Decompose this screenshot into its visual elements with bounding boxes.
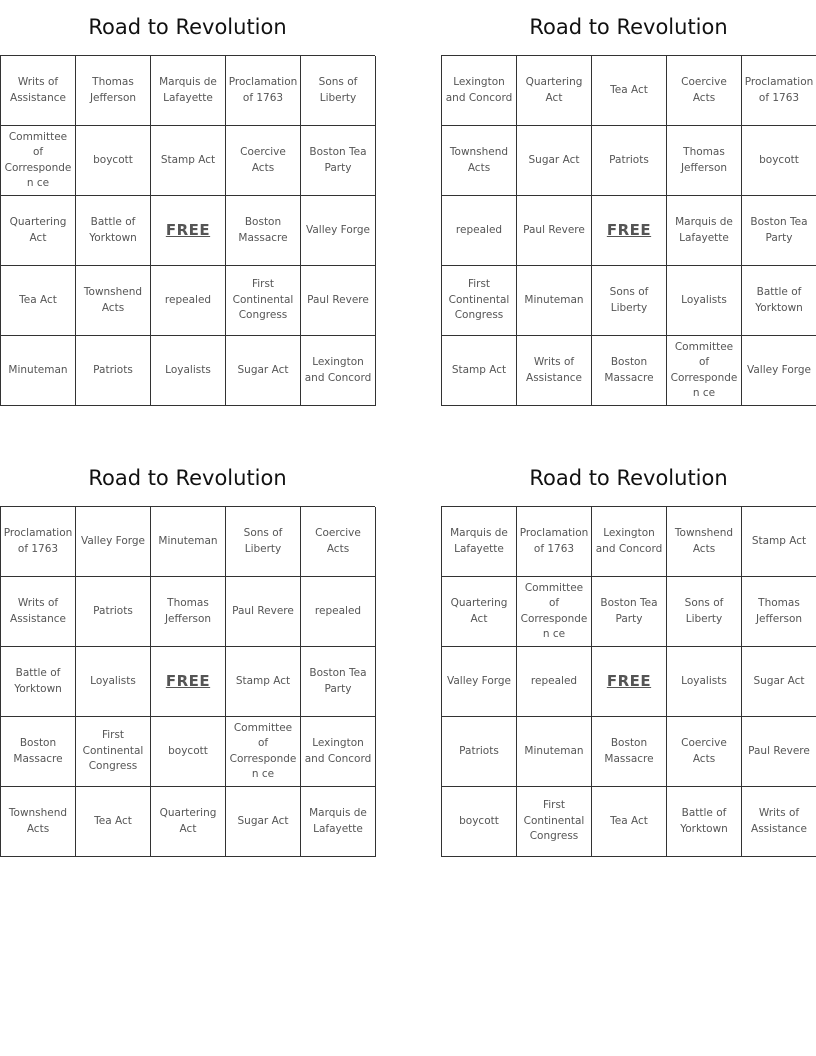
bingo-cell: Coercive Acts <box>301 507 376 577</box>
bingo-cell: Loyalists <box>667 266 742 336</box>
bingo-cell: Quartering Act <box>442 577 517 647</box>
free-space-cell: FREE <box>592 647 667 717</box>
bingo-cell: Battle of Yorktown <box>667 787 742 857</box>
bingo-cell: Boston Massacre <box>592 717 667 787</box>
bingo-cell: Committee of Corresponden ce <box>1 126 76 196</box>
bingo-cell: Townshend Acts <box>76 266 151 336</box>
bingo-cell: Boston Tea Party <box>301 647 376 717</box>
bingo-cell: Marquis de Lafayette <box>667 196 742 266</box>
bingo-cell: Paul Revere <box>517 196 592 266</box>
bingo-cell: Coercive Acts <box>226 126 301 196</box>
bingo-cell: Marquis de Lafayette <box>301 787 376 857</box>
bingo-cell: Thomas Jefferson <box>667 126 742 196</box>
bingo-cell: Minuteman <box>517 717 592 787</box>
bingo-cell: Townshend Acts <box>667 507 742 577</box>
bingo-cell: Stamp Act <box>151 126 226 196</box>
bingo-cell: Marquis de Lafayette <box>442 507 517 577</box>
bingo-cell: Boston Massacre <box>226 196 301 266</box>
bingo-cell: Proclamation of 1763 <box>742 56 816 126</box>
bingo-cell: Quartering Act <box>151 787 226 857</box>
bingo-cell: Battle of Yorktown <box>76 196 151 266</box>
bingo-card-3 <box>0 451 375 857</box>
bingo-cell: Lexington and Concord <box>301 717 376 787</box>
bingo-cell: boycott <box>442 787 517 857</box>
bingo-cell: Quartering Act <box>1 196 76 266</box>
bingo-cell: First Continental Congress <box>442 266 517 336</box>
bingo-cell: Committee of Corresponden ce <box>667 336 742 406</box>
bingo-cell: Patriots <box>76 577 151 647</box>
bingo-cell: Stamp Act <box>442 336 517 406</box>
bingo-cell: Thomas Jefferson <box>151 577 226 647</box>
free-space-cell: FREE <box>151 647 226 717</box>
bingo-cell: Sugar Act <box>226 787 301 857</box>
bingo-cell: Writs of Assistance <box>1 56 76 126</box>
card-title: Road to Revolution <box>529 466 728 490</box>
bingo-cell: Boston Massacre <box>592 336 667 406</box>
bingo-cell: repealed <box>301 577 376 647</box>
bingo-cell: Valley Forge <box>301 196 376 266</box>
bingo-cell: Sons of Liberty <box>301 56 376 126</box>
bingo-cell: Patriots <box>442 717 517 787</box>
bingo-grid <box>0 55 375 406</box>
bingo-cell: Stamp Act <box>226 647 301 717</box>
bingo-cell: Patriots <box>76 336 151 406</box>
bingo-cell: Committee of Corresponden ce <box>517 577 592 647</box>
bingo-grid <box>0 506 375 857</box>
bingo-cell: Sons of Liberty <box>667 577 742 647</box>
bingo-cell: Sons of Liberty <box>226 507 301 577</box>
bingo-cell: Patriots <box>592 126 667 196</box>
bingo-cell: Stamp Act <box>742 507 816 577</box>
bingo-cell: Tea Act <box>1 266 76 336</box>
bingo-cell: Paul Revere <box>226 577 301 647</box>
bingo-cell: Lexington and Concord <box>592 507 667 577</box>
bingo-cell: Tea Act <box>592 56 667 126</box>
bingo-cell: Battle of Yorktown <box>742 266 816 336</box>
bingo-cell: Tea Act <box>592 787 667 857</box>
bingo-cell: repealed <box>517 647 592 717</box>
bingo-cell: Minuteman <box>151 507 226 577</box>
bingo-cell: Thomas Jefferson <box>76 56 151 126</box>
bingo-cell: Quartering Act <box>517 56 592 126</box>
bingo-cell: repealed <box>151 266 226 336</box>
bingo-cell: Writs of Assistance <box>742 787 816 857</box>
bingo-cell: Lexington and Concord <box>301 336 376 406</box>
bingo-cell: repealed <box>442 196 517 266</box>
bingo-cell: Tea Act <box>76 787 151 857</box>
bingo-cell: Writs of Assistance <box>517 336 592 406</box>
bingo-cell: First Continental Congress <box>226 266 301 336</box>
bingo-cell: Lexington and Concord <box>442 56 517 126</box>
bingo-cell: Sugar Act <box>742 647 816 717</box>
bingo-cell: Loyalists <box>667 647 742 717</box>
bingo-cell: Paul Revere <box>301 266 376 336</box>
bingo-cell: boycott <box>151 717 226 787</box>
bingo-card-2 <box>441 0 816 406</box>
bingo-cell: Boston Tea Party <box>301 126 376 196</box>
card-title: Road to Revolution <box>529 15 728 39</box>
bingo-cell: Proclamation of 1763 <box>517 507 592 577</box>
bingo-cell: Proclamation of 1763 <box>1 507 76 577</box>
bingo-cell: Battle of Yorktown <box>1 647 76 717</box>
bingo-card-4 <box>441 451 816 857</box>
bingo-cell: Minuteman <box>517 266 592 336</box>
bingo-cell: Coercive Acts <box>667 56 742 126</box>
bingo-grid <box>441 55 816 406</box>
bingo-card-1 <box>0 0 375 406</box>
bingo-grid <box>441 506 816 857</box>
bingo-cell: Minuteman <box>1 336 76 406</box>
bingo-cell: boycott <box>742 126 816 196</box>
bingo-cell: Proclamation of 1763 <box>226 56 301 126</box>
free-space-cell: FREE <box>592 196 667 266</box>
bingo-cell: boycott <box>76 126 151 196</box>
bingo-cell: Valley Forge <box>442 647 517 717</box>
bingo-cell: First Continental Congress <box>76 717 151 787</box>
bingo-cell: Valley Forge <box>742 336 816 406</box>
bingo-cell: Thomas Jefferson <box>742 577 816 647</box>
bingo-cell: Coercive Acts <box>667 717 742 787</box>
bingo-cell: Writs of Assistance <box>1 577 76 647</box>
card-title: Road to Revolution <box>88 466 287 490</box>
bingo-cell: Sons of Liberty <box>592 266 667 336</box>
bingo-cell: Marquis de Lafayette <box>151 56 226 126</box>
bingo-cell: Boston Massacre <box>1 717 76 787</box>
bingo-cell: Committee of Corresponden ce <box>226 717 301 787</box>
bingo-cell: Sugar Act <box>226 336 301 406</box>
bingo-cell: Sugar Act <box>517 126 592 196</box>
bingo-cell: Townshend Acts <box>1 787 76 857</box>
bingo-cell: Valley Forge <box>76 507 151 577</box>
free-space-cell: FREE <box>151 196 226 266</box>
bingo-cell: First Continental Congress <box>517 787 592 857</box>
bingo-cell: Loyalists <box>151 336 226 406</box>
bingo-cell: Loyalists <box>76 647 151 717</box>
bingo-cell: Townshend Acts <box>442 126 517 196</box>
bingo-cell: Paul Revere <box>742 717 816 787</box>
card-title: Road to Revolution <box>88 15 287 39</box>
bingo-cell: Boston Tea Party <box>742 196 816 266</box>
bingo-cell: Boston Tea Party <box>592 577 667 647</box>
